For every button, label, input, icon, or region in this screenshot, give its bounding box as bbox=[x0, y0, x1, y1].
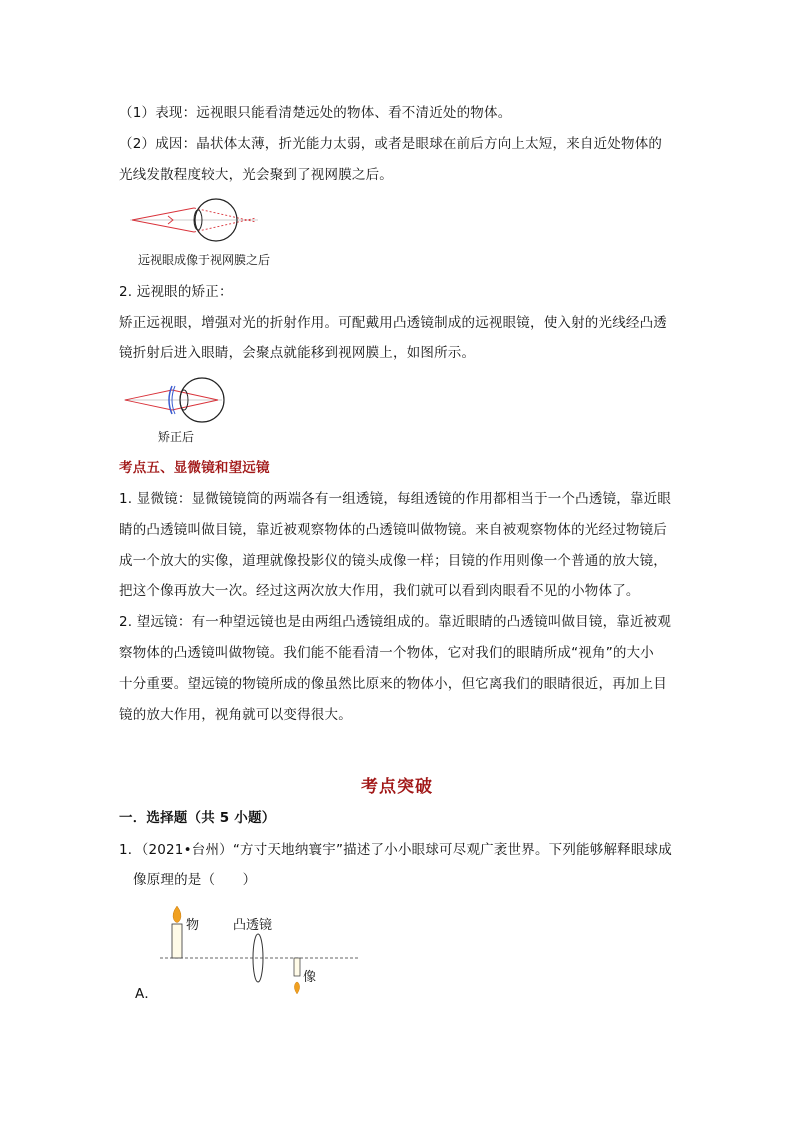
candle-flame-icon bbox=[173, 906, 181, 923]
farsight-figure-caption: 远视眼成像于视网膜之后 bbox=[138, 253, 271, 267]
correction-line2: 镜折射后进入眼睛，会聚点就能移到视网膜上，如图所示。 bbox=[119, 345, 476, 361]
farsight-cause-line2: 光线发散程度较大，光会聚到了视网膜之后。 bbox=[119, 167, 393, 183]
telescope-line: 察物体的凸透镜叫做物镜。我们能不能看清一个物体，它对我们的眼睛所成“视角”的大小 bbox=[119, 645, 654, 661]
correction-heading: 2. 远视眼的矫正： bbox=[119, 284, 233, 300]
microscope-line: 睛的凸透镜叫做目镜，靠近被观察物体的凸透镜叫做物镜。来自被观察物体的光经过物镜后 bbox=[119, 522, 667, 538]
telescope-line: 十分重要。望远镜的物镜所成的像虽然比原来的物体小，但它离我们的眼睛很近，再加上目 bbox=[119, 676, 667, 692]
object-label: 物 bbox=[186, 918, 200, 933]
telescope-line: 镜的放大作用，视角就可以变得很大。 bbox=[119, 707, 352, 723]
option-a-label[interactable]: A． bbox=[135, 986, 159, 1002]
image-label: 像 bbox=[303, 970, 317, 985]
corrected-figure-caption: 矫正后 bbox=[158, 430, 195, 444]
lens-label: 凸透镜 bbox=[233, 918, 273, 933]
telescope-line: 2. 望远镜：有一种望远镜也是由两组凸透镜组成的。靠近眼睛的凸透镜叫做目镜，靠近被观 bbox=[119, 614, 672, 630]
corrected-eye-diagram bbox=[122, 374, 234, 426]
microscope-line: 1. 显微镜：显微镜镜筒的两端各有一组透镜，每组透镜的作用都相当于一个凸透镜，靠近眼 bbox=[119, 491, 672, 507]
question1-line2: 像原理的是（ ） bbox=[133, 872, 257, 888]
microscope-line: 成一个放大的实像，道理就像投影仪的镜头成像一样；目镜的作用则像一个普通的放大镜， bbox=[119, 553, 667, 569]
correction-line1: 矫正远视眼，增强对光的折射作用。可配戴用凸透镜制成的远视眼镜，使入射的光线经凸透 bbox=[119, 315, 667, 331]
choice-section-heading: 一．选择题（共 5 小题） bbox=[119, 810, 276, 826]
question1-line1: 1．（2021•台州）“方寸天地纳寰宇”描述了小小眼球可尽观广袤世界。下列能够解释眼球成 bbox=[119, 842, 672, 858]
point5-heading: 考点五、显微镜和望远镜 bbox=[119, 460, 270, 476]
breakthrough-title: 考点突破 bbox=[361, 777, 433, 797]
farsight-cause-line1: （2）成因：晶状体太薄，折光能力太弱，或者是眼球在前后方向上太短，来自近处物体的 bbox=[119, 136, 663, 152]
farsight-eye-diagram bbox=[128, 196, 268, 248]
farsight-symptom: （1）表现：远视眼只能看清楚远处的物体、看不清近处的物体。 bbox=[119, 105, 512, 121]
microscope-line: 把这个像再放大一次。经过这两次放大作用，我们就可以看到肉眼看不见的小物体了。 bbox=[119, 583, 640, 599]
